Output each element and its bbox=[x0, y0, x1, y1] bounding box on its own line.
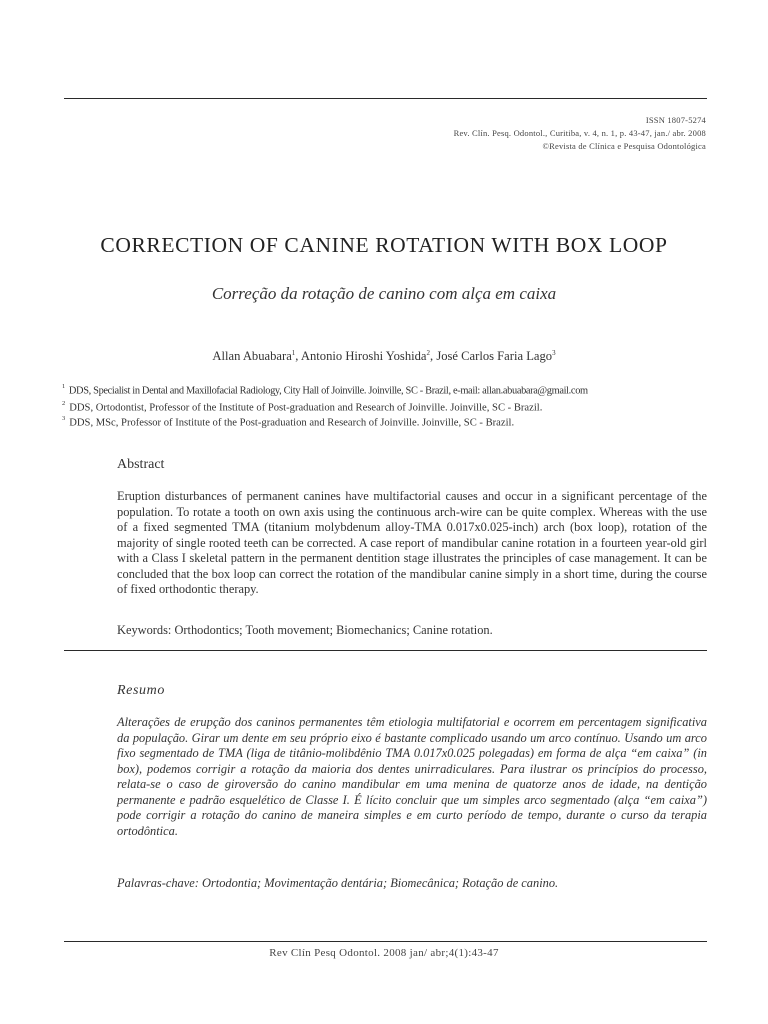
author-name: Allan Abuabara bbox=[212, 349, 292, 364]
affiliation-number: 2 bbox=[62, 400, 66, 407]
affiliation-number: 1 bbox=[62, 383, 65, 390]
author-name: Antonio Hiroshi Yoshida bbox=[300, 349, 427, 364]
author-list bbox=[0, 349, 768, 364]
keywords: Keywords: Orthodontics; Tooth movement; Biomechanics; Canine rotation. bbox=[117, 623, 493, 637]
resumo-text: Alterações de erupção dos caninos permanentes têm etiologia multifatorial e ocorrem em percentagem significativa da população. Girar um dente em seu próprio eixo é bastante complicado usando um arco contínuo. Usando um arco fixo segmentado de TMA (liga de titânio-molibdênio TMA 0.017x0.025 polegadas) em forma de alça “em caixa” (in box), podemos corrigir a rotação da maioria dos dentes unirradiculares. Para ilustrar os princípios do processo, relata-se o caso de giroversão do canino mandibular em uma menina de quatorze anos de idade, na dentição permanente e padrão esquelético de Classe I. É lícito concluir que um simples arco segmentado (alça “em caixa”) pode corrigir a rotação do canino de maneira simples e em curto período de tempo, durante o curso da terapia ortodôntica. bbox=[117, 715, 707, 838]
issn: ISSN 1807-5274 bbox=[645, 115, 706, 125]
author-superscript: 2 bbox=[426, 349, 431, 357]
affiliation-text: DDS, Specialist in Dental and Maxillofacial Radiology, City Hall of Joinville. Joinville, SC - Brazil, e-mail: allan.abuabara@gmail.com bbox=[68, 385, 588, 397]
resumo-heading: Resumo bbox=[117, 683, 165, 698]
article-subtitle: Correção da rotação de canino com alça em caixa bbox=[211, 284, 557, 303]
copyright-notice: ©Revista de Clínica e Pesquisa Odontológica bbox=[542, 141, 706, 151]
affiliation-text: DDS, Ortodontist, Professor of the Institute of Post-graduation and Research of Joinville. Joinville, SC - Brazil. bbox=[69, 402, 543, 414]
author-superscript: 1 bbox=[291, 349, 296, 357]
author-separator: , bbox=[295, 349, 301, 364]
affiliation bbox=[62, 412, 722, 431]
abstract-text: Eruption disturbances of permanent canines have multifactorial causes and occur in a significant percentage of the population. To rotate a tooth on own axis using the continuous arch-wire can be quite complex. Whereas with the use of a fixed segmented TMA (titanium molybdenum alloy-TMA 0.017x0.025-inch) arch (box loop), rotation of the majority of single rooted teeth can be corrected. A case report of mandibular canine rotation in a fourteen year-old girl with a Class I skeletal pattern in the permanent dentition stage illustrates the principles of case management. It can be concluded that the box loop can correct the rotation of the mandibular canine simply in a short time, during the course of fixed orthodontic therapy. bbox=[117, 489, 707, 596]
abstract-heading: Abstract bbox=[117, 457, 165, 472]
bottom-rule bbox=[64, 941, 707, 942]
top-rule bbox=[64, 98, 707, 99]
author-separator: , bbox=[430, 349, 437, 364]
article-title: CORRECTION OF CANINE ROTATION WITH BOX LOOP bbox=[100, 233, 668, 257]
author-superscript: 3 bbox=[552, 349, 556, 357]
affiliation-number: 3 bbox=[62, 415, 66, 422]
author-name: José Carlos Faria Lago bbox=[436, 349, 553, 364]
page-footer: Rev Clín Pesq Odontol. 2008 jan/ abr;4(1):43-47 bbox=[269, 947, 499, 959]
palavras-chave: Palavras-chave: Ortodontia; Movimentação dentária; Biomecânica; Rotação de canino. bbox=[117, 876, 559, 890]
section-rule bbox=[64, 650, 707, 651]
affiliation-text: DDS, MSc, Professor of Institute of the Post-graduation and Research of Joinville. Joinville, SC - Brazil. bbox=[69, 417, 515, 429]
affiliation bbox=[62, 380, 722, 398]
journal-citation: Rev. Clín. Pesq. Odontol., Curitiba, v. 4, n. 1, p. 43-47, jan./ abr. 2008 bbox=[453, 128, 706, 138]
